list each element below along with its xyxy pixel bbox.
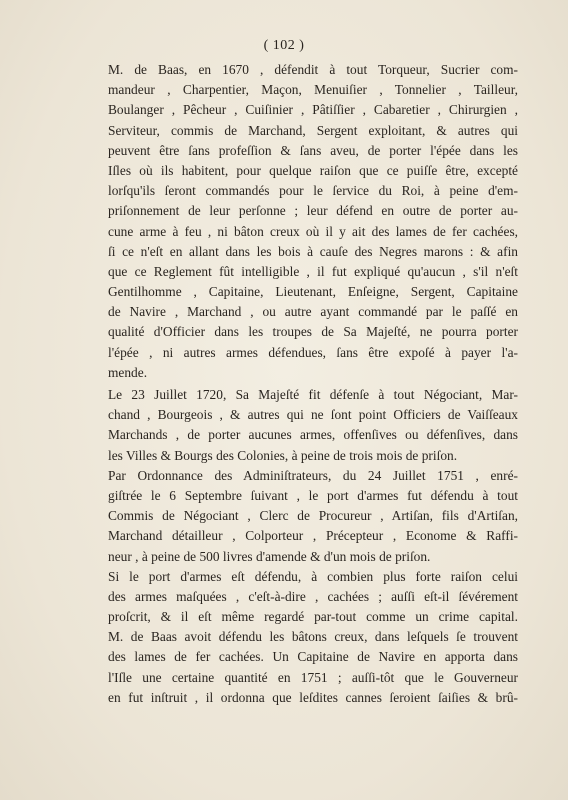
text-line: chand , Bourgeois , & autres qui ne ſont point Officiers de Vaiſſeaux	[108, 407, 518, 423]
text-line: M. de Baas avoit défendu les bâtons creux, dans leſquels ſe trouvent	[108, 629, 518, 645]
text-line: priſonnement de leur perſonne ; leur défend en outre de porter au-	[108, 203, 518, 219]
text-line: giſtrée le 6 Septembre ſuivant , le port d'armes fut défendu à tout	[108, 487, 518, 503]
text-line: Marchands , de porter aucunes armes, offenſives ou défenſives, dans	[108, 427, 518, 443]
text-line: que ce Reglement fût intelligible , il fut expliqué qu'aucun , s'il n'eſt	[108, 263, 518, 279]
paragraph-1	[108, 60, 518, 383]
text-line: Gentilhomme , Capitaine, Lieutenant, Enſeigne, Sergent, Capitaine	[108, 284, 518, 300]
text-line: de Navire , Marchand , ou autre ayant commandé par le paſſé en	[108, 304, 518, 320]
text-line: Commis de Négociant , Clerc de Procureur , Artiſan, fils d'Artiſan,	[108, 508, 518, 524]
text-line: proſcrit, & il eſt même regardé par-tout comme un crime capital.	[108, 609, 518, 625]
text-line: neur , à peine de 500 livres d'amende & d'un mois de priſon.	[108, 548, 431, 564]
text-line: Iſles où ils habitent, pour quelque raiſon que ce puiſſe être, excepté	[108, 162, 518, 178]
text-line: mende.	[108, 364, 148, 380]
text-line: ſi ce n'eſt en allant dans les bois à cauſe des Negres marons : & afin	[108, 243, 518, 259]
text-line: M. de Baas, en 1670 , défendit à tout Torqueur, Sucrier com-	[108, 62, 518, 77]
text-line: Marchand détailleur , Colporteur , Précepteur , Econome & Raffi-	[108, 528, 518, 544]
text-line: Par Ordonnance des Adminiſtrateurs, du 24 Juillet 1751 , enré-	[108, 467, 518, 483]
text-line: Le 23 Juillet 1720, Sa Majeſté fit défenſe à tout Négociant, Mar-	[108, 387, 518, 402]
body-text	[108, 60, 518, 708]
text-line: des armes maſquées , c'eſt-à-dire , cachées ; auſſi eſt-il ſévérement	[108, 588, 518, 604]
text-line: cune arme à feu , ni bâton creux où il y ait des lames de fer cachées,	[108, 223, 518, 239]
text-line: mandeur , Charpentier, Maçon, Menuiſier , Tonnelier , Tailleur,	[108, 82, 518, 98]
paragraph-2	[108, 385, 518, 466]
text-line: des lames de fer cachées. Un Capitaine de Navire en apporta dans	[108, 649, 518, 665]
text-line: les Villes & Bourgs des Colonies, à peine de trois mois de priſon.	[108, 447, 458, 463]
text-line: en fut inſtruit , il ordonna que leſdites cannes ſeroient ſaiſies & brû-	[108, 689, 518, 705]
text-line: l'Iſle une certaine quantité en 1751 ; auſſi-tôt que le Gouverneur	[108, 669, 518, 685]
page-number: ( 102 )	[263, 38, 305, 53]
text-line: l'épée , ni autres armes défendues, ſans être expoſé à payer l'a-	[108, 344, 518, 360]
paragraph-4	[108, 567, 518, 708]
paragraph-3	[108, 466, 518, 567]
text-line: qualité d'Officier dans les troupes de Sa Majeſté, ne pourra porter	[108, 324, 518, 340]
text-line: Boulanger , Pêcheur , Cuiſinier , Pâtiſſier , Cabaretier , Chirurgien ,	[108, 102, 518, 118]
text-line: Serviteur, commis de Marchand, Sergent exploitant, & autres qui	[108, 122, 518, 138]
text-line: Si le port d'armes eſt défendu, à combien plus forte raiſon celui	[108, 568, 518, 584]
text-line: peuvent être ſans profeſſion & ſans aveu, de porter l'épée dans les	[108, 142, 518, 158]
text-line: lorſqu'ils ſeront commandés pour le ſervice du Roi, à peine d'em-	[108, 183, 518, 199]
